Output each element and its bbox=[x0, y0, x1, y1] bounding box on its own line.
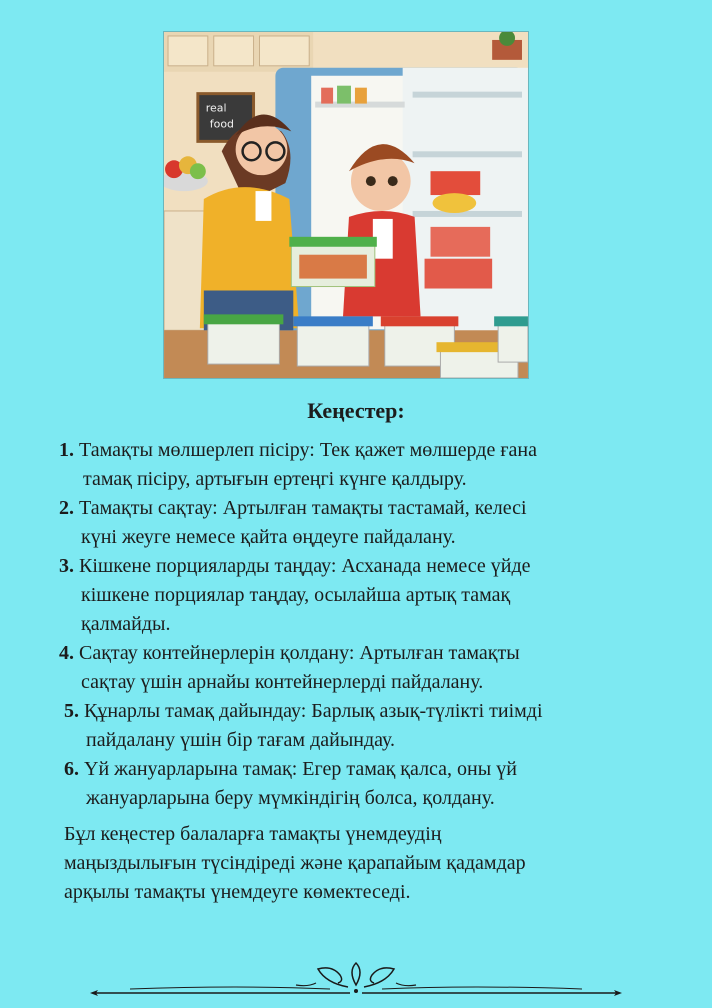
tip-5-line-1 bbox=[64, 697, 712, 726]
kitchen-scene-illustration bbox=[164, 32, 528, 378]
tip-2-number: 2. bbox=[59, 497, 74, 519]
tip-4-line-1 bbox=[59, 639, 712, 668]
tip-3 bbox=[0, 552, 712, 639]
tip-5-line-2: пайдалану үшін бір тағам дайындау. bbox=[86, 729, 395, 751]
tip-6-line-2: жануарларына беру мүмкіндігің болса, қолдану. bbox=[86, 787, 495, 809]
tip-6-number: 6. bbox=[64, 758, 79, 780]
tip-4-text-1: Сақтау контейнерлерін қолдану: Артылған тамақты bbox=[79, 642, 520, 664]
tip-3-line-2: кішкене порциялар таңдау, осылайша артық тамақ bbox=[81, 584, 511, 606]
page-heading: Кеңестер: bbox=[307, 398, 405, 423]
tip-2-text-1: Тамақты сақтау: Артылған тамақты тастамай, келесі bbox=[79, 497, 527, 519]
tip-3-number: 3. bbox=[59, 555, 74, 577]
tip-1-line-1 bbox=[59, 436, 712, 465]
tip-6 bbox=[0, 755, 712, 813]
tip-6-line-1 bbox=[64, 755, 712, 784]
tip-5-number: 5. bbox=[64, 700, 79, 722]
illustration-image bbox=[163, 31, 529, 379]
tip-1 bbox=[0, 436, 712, 494]
tip-6-text-1: Үй жануарларына тамақ: Егер тамақ қалса, оны үй bbox=[84, 758, 517, 780]
tip-2 bbox=[0, 494, 712, 552]
tips-list bbox=[0, 436, 712, 813]
tip-5 bbox=[0, 697, 712, 755]
tip-5-text-1: Құнарлы тамақ дайындау: Барлық азық-түлікті тиімді bbox=[84, 700, 543, 722]
conclusion-line-3: арқылы тамақты үнемдеуге көмектеседі. bbox=[64, 881, 411, 903]
tip-3-line-3: қалмайды. bbox=[81, 613, 171, 635]
tip-4-number: 4. bbox=[59, 642, 74, 664]
tip-3-line-1 bbox=[59, 552, 712, 581]
tip-1-text-1: Тамақты мөлшерлеп пісіру: Тек қажет мөлшерде ғана bbox=[74, 439, 537, 461]
conclusion-line-1: Бұл кеңестер балаларға тамақты үнемдеудің bbox=[64, 823, 442, 845]
tip-1-line-2: тамақ пісіру, артығын ертеңгі күнге қалдыру. bbox=[83, 468, 467, 490]
tip-4 bbox=[0, 639, 712, 697]
tip-3-text-1: Кішкене порцияларды таңдау: Асханада немесе үйде bbox=[79, 555, 531, 577]
sign-word-1: real bbox=[205, 101, 227, 115]
sign-word-2: food bbox=[209, 117, 234, 131]
tip-1-number: 1. bbox=[59, 439, 74, 461]
decorative-divider-ornament bbox=[90, 955, 622, 1001]
conclusion-paragraph bbox=[64, 820, 526, 907]
tip-2-line-2: күні жеуге немесе қайта өңдеуге пайдалану. bbox=[81, 526, 456, 548]
tip-4-line-2: сақтау үшін арнайы контейнерлерді пайдалану. bbox=[81, 671, 484, 693]
conclusion-line-2: маңыздылығын түсіндіреді және қарапайым қадамдар bbox=[64, 852, 526, 874]
tip-2-line-1 bbox=[59, 494, 712, 523]
